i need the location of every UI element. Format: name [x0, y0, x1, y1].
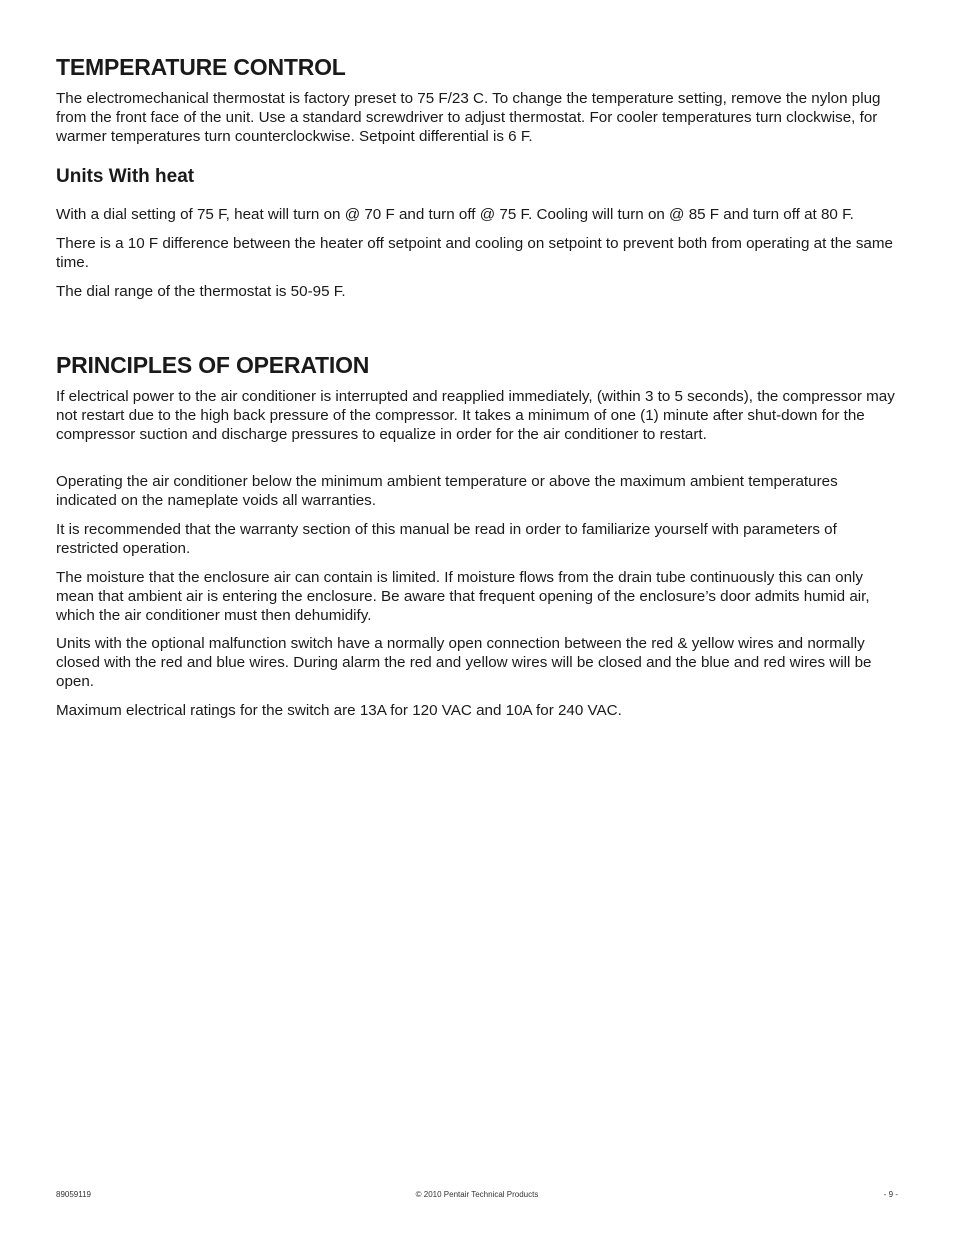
paragraph-temperature-control: The electromechanical thermostat is factory preset to 75 F/23 C. To change the temperature setting, remove the nylon plug from the front face of the unit. Use a standard screwdriver to adjust thermostat. For cooler temperatures turn clockwise, for warmer temperatures turn counterclockwise. Setpoint differential is 6 F. [56, 90, 881, 145]
paragraph-units-with-heat-1: With a dial setting of 75 F, heat will turn on @ 70 F and turn off @ 75 F. Cooling will turn on @ 85 F and turn off at 80 F. [56, 206, 854, 223]
paragraph-principles-4: The moisture that the enclosure air can contain is limited. If moisture flows from the drain tube continuously this can only mean that ambient air is entering the enclosure. Be aware that frequent opening of the enclosure’s door admits humid air, which the air conditioner must then dehumidify. [56, 569, 870, 624]
paragraph-principles-6: Maximum electrical ratings for the switch are 13A for 120 VAC and 10A for 240 VAC. [56, 702, 622, 719]
paragraph-principles-2: Operating the air conditioner below the minimum ambient temperature or above the maximum ambient temperatures indicated on the nameplate voids all warranties. [56, 473, 838, 509]
footer-doc-number: 89059119 [56, 1190, 91, 1199]
paragraph-principles-3: It is recommended that the warranty section of this manual be read in order to familiarize yourself with parameters of restricted operation. [56, 521, 837, 557]
subsection-heading-units-with-heat: Units With heat [56, 166, 195, 187]
footer-copyright: © 2010 Pentair Technical Products [415, 1190, 539, 1199]
section-heading-temperature-control: TEMPERATURE CONTROL [56, 54, 346, 80]
paragraph-units-with-heat-3: The dial range of the thermostat is 50-95 F. [56, 283, 346, 300]
footer-page-number: - 9 - [883, 1190, 898, 1199]
section-heading-principles-of-operation: PRINCIPLES OF OPERATION [56, 352, 370, 378]
paragraph-principles-1: If electrical power to the air conditioner is interrupted and reapplied immediately, (within 3 to 5 seconds), the compressor may not restart due to the high back pressure of the compressor. It takes a minimum of one (1) minute after shut-down for the compressor suction and discharge pressures to equalize in order for the air conditioner to restart. [56, 388, 895, 443]
paragraph-principles-5: Units with the optional malfunction switch have a normally open connection between the red & yellow wires and normally closed with the red and blue wires. During alarm the red and yellow wires will be closed and the blue and red wires will be open. [56, 635, 872, 690]
paragraph-units-with-heat-2: There is a 10 F difference between the heater off setpoint and cooling on setpoint to prevent both from operating at the same time. [56, 235, 893, 271]
